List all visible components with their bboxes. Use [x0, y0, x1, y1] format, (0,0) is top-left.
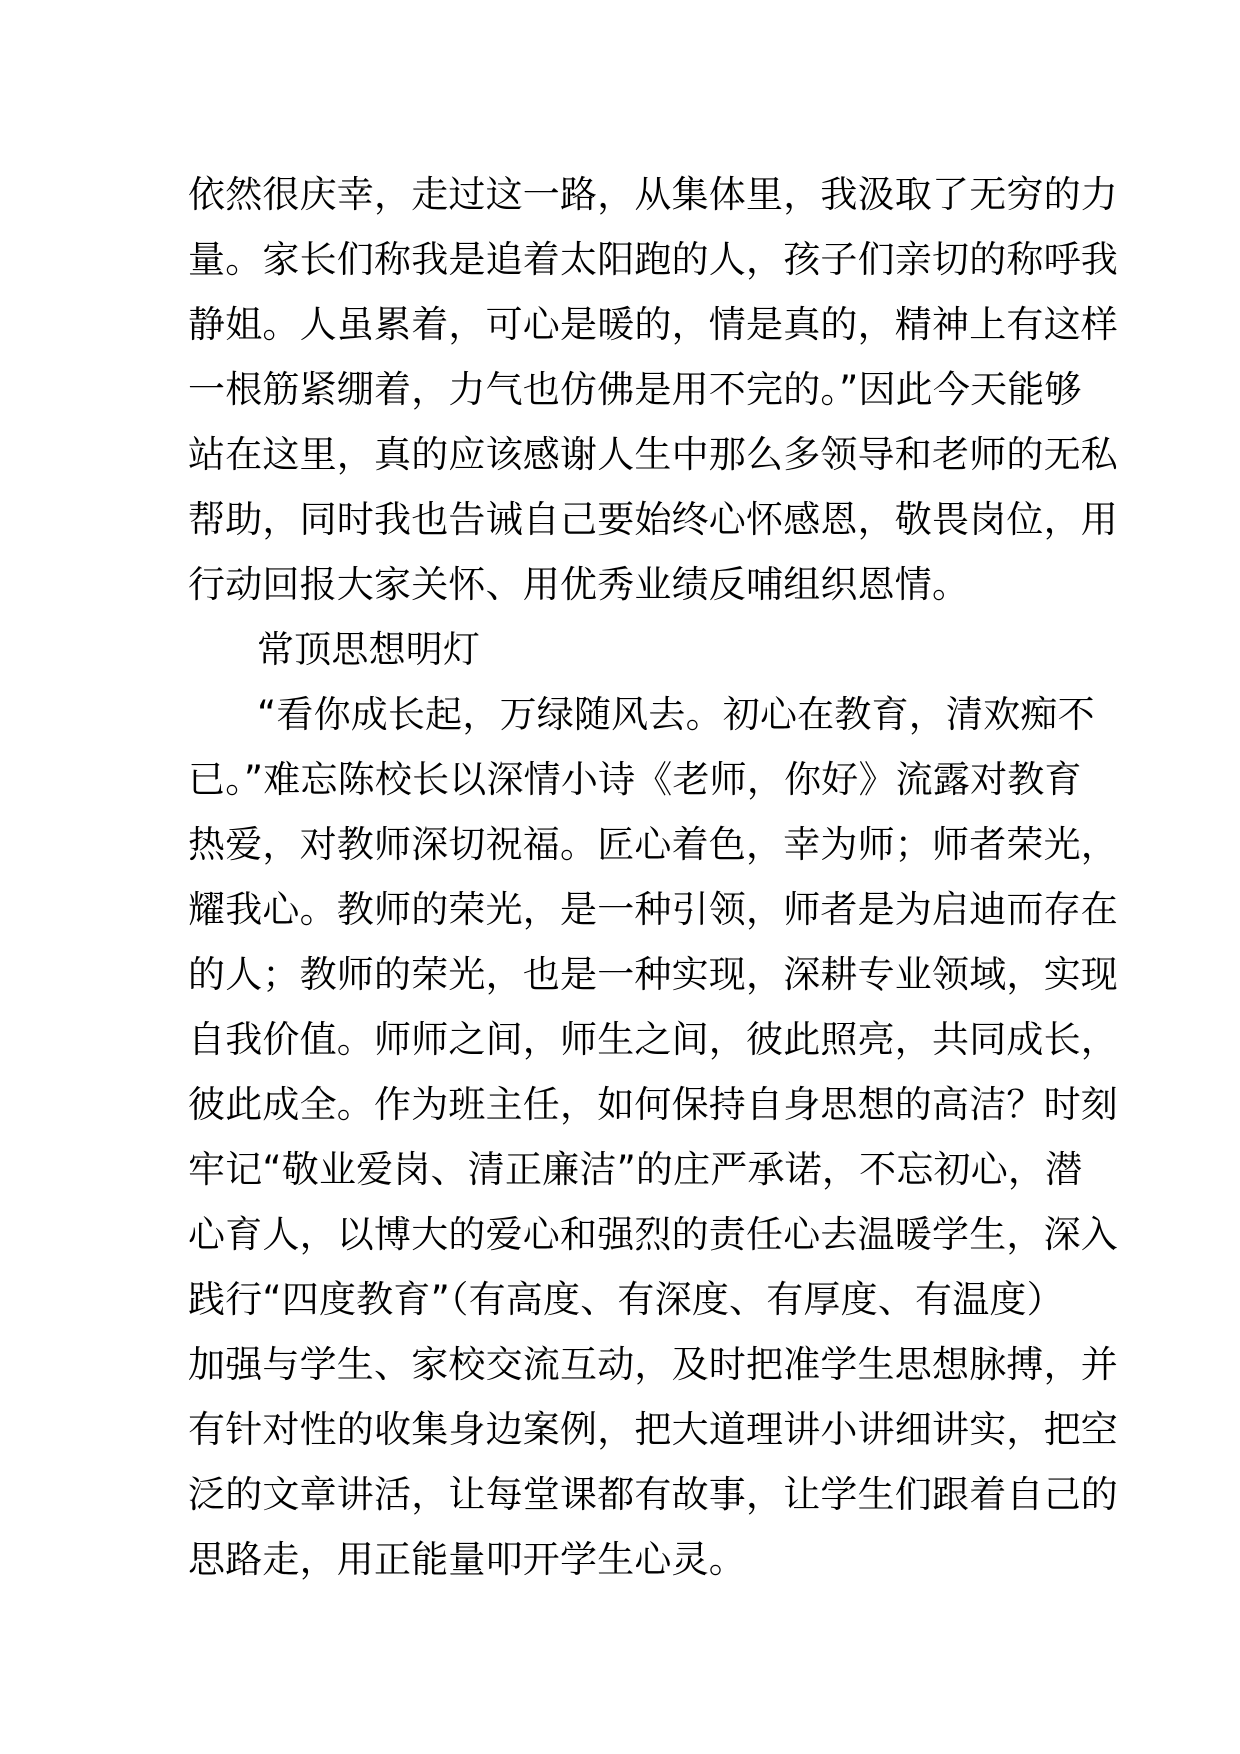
text-line: 一根筋紧绷着，力气也仿佛是用不完的。”因此今天能够: [188, 368, 1082, 411]
text-line: 心育人，以博大的爱心和强烈的责任心去温暖学生，深入: [188, 1213, 1118, 1256]
text-line: 泛的文章讲活，让每堂课都有故事，让学生们跟着自己的: [188, 1473, 1118, 1516]
text-line: 量。家长们称我是追着太阳跑的人，孩子们亲切的称呼我: [188, 238, 1118, 281]
text-line: 依然很庆幸，走过这一路，从集体里，我汲取了无穷的力: [188, 173, 1118, 216]
text-line: 牢记“敬业爱岗、清正廉洁”的庄严承诺，不忘初心，潜: [188, 1148, 1083, 1191]
section-heading: 常顶思想明灯: [257, 628, 481, 671]
text-line: 践行“四度教育”（有高度、有深度、有厚度、有温度）: [188, 1278, 1064, 1321]
document-body: [188, 162, 1118, 1592]
paragraph-1: [188, 162, 1118, 617]
text-line: 有针对性的收集身边案例，把大道理讲小讲细讲实，把空: [188, 1408, 1118, 1451]
paragraph-2: [188, 682, 1118, 1592]
text-line: “看你成长起，万绿随风去。初心在教育，清欢痴不: [257, 693, 1095, 736]
text-line: 站在这里，真的应该感谢人生中那么多领导和老师的无私: [188, 433, 1118, 476]
text-line: 帮助，同时我也告诫自己要始终心怀感恩，敬畏岗位，用: [188, 498, 1118, 541]
text-line: 静姐。人虽累着，可心是暖的，情是真的，精神上有这样: [188, 303, 1118, 346]
text-line: 热爱，对教师深切祝福。匠心着色，幸为师；师者荣光，: [188, 823, 1118, 866]
text-line: 自我价值。师师之间，师生之间，彼此照亮，共同成长，: [188, 1018, 1118, 1061]
text-line: 的人；教师的荣光，也是一种实现，深耕专业领域，实现: [188, 953, 1118, 996]
text-line: 加强与学生、家校交流互动，及时把准学生思想脉搏，并: [188, 1343, 1118, 1386]
text-line: 彼此成全。作为班主任，如何保持自身思想的高洁？时刻: [188, 1083, 1118, 1126]
text-line: 思路走，用正能量叩开学生心灵。: [188, 1538, 746, 1581]
text-line: 行动回报大家关怀、用优秀业绩反哺组织恩情。: [188, 563, 970, 606]
text-line: 耀我心。教师的荣光，是一种引领，师者是为启迪而存在: [188, 888, 1118, 931]
text-line: 已。”难忘陈校长以深情小诗《老师，你好》流露对教育: [188, 758, 1082, 801]
